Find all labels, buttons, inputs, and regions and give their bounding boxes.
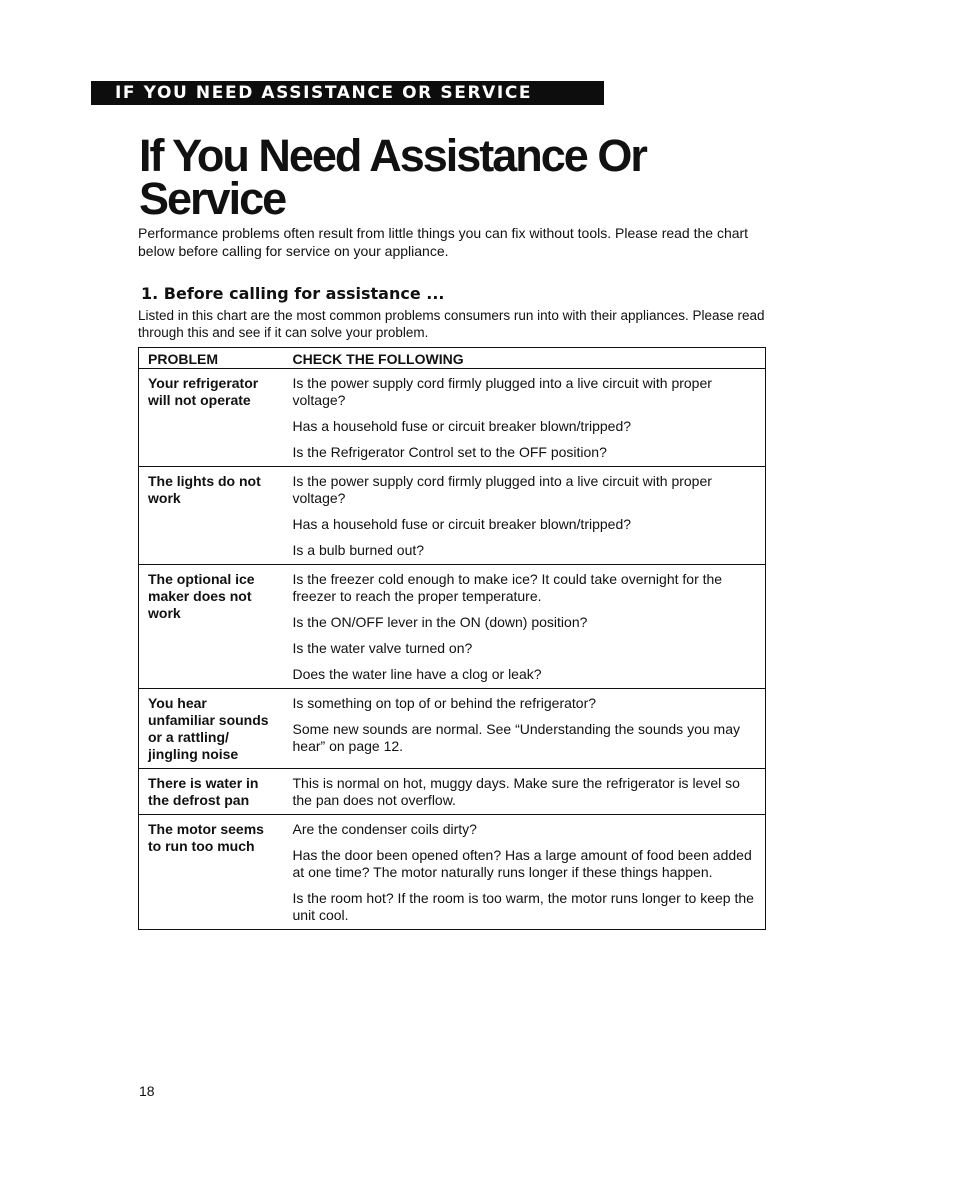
check-cell — [284, 565, 766, 689]
page-title — [139, 130, 839, 224]
check-cell — [284, 815, 766, 930]
page-title-line-1: If You Need Assistance Or — [139, 130, 646, 181]
check-item: Has the door been opened often? Has a large amount of food been added at one time? The motor naturally runs longer if these things happen. — [292, 847, 752, 880]
table-row — [139, 769, 766, 815]
problem-column-header: PROBLEM — [139, 348, 284, 369]
problem-cell: The optional ice maker does not work — [139, 565, 284, 689]
check-cell — [284, 369, 766, 467]
page-number: 18 — [139, 1083, 155, 1099]
table-row — [139, 689, 766, 769]
table-body — [139, 369, 766, 930]
page-title-line-2: Service — [139, 173, 286, 224]
check-item: Is the water valve turned on? — [292, 640, 473, 656]
problem-cell: The motor seems to run too much — [148, 821, 264, 854]
check-item: Has a household fuse or circuit breaker blown/tripped? — [292, 418, 632, 434]
check-item: Is the freezer cold enough to make ice? It could take overnight for the freezer to reach the proper temperature. — [292, 571, 723, 604]
check-list — [293, 775, 760, 809]
check-item: Is the power supply cord firmly plugged into a live circuit with proper voltage? — [292, 375, 712, 408]
check-list — [293, 473, 760, 559]
check-cell — [284, 769, 766, 815]
section-intro-paragraph: Listed in this chart are the most common problems consumers run into with their appliances. Please read through this and see if it can solve your problem. — [138, 308, 765, 340]
problem-cell: There is water in the defrost pan — [139, 769, 284, 815]
check-cell — [284, 689, 766, 769]
check-item: Is the room hot? If the room is too warm, the motor runs longer to keep the unit cool. — [292, 890, 754, 923]
check-column-header: CHECK THE FOLLOWING — [284, 348, 766, 369]
problem-cell: The lights do not work — [139, 467, 284, 565]
check-item: Is something on top of or behind the refrigerator? — [292, 695, 597, 711]
check-cell — [284, 467, 766, 565]
problem-cell: You hear unfamiliar sounds or a rattling/ jingling noise — [139, 689, 284, 769]
check-item: Is the Refrigerator Control set to the OFF position? — [292, 444, 607, 460]
table-row — [139, 565, 766, 689]
check-item: Some new sounds are normal. See “Understanding the sounds you may hear” on page 12. — [292, 721, 740, 754]
problem-cell: Your refrigerator will not operate — [139, 369, 284, 467]
check-item: Is the ON/OFF lever in the ON (down) position? — [292, 614, 588, 630]
check-list — [293, 375, 760, 461]
table-row — [139, 815, 766, 930]
troubleshooting-table — [138, 347, 766, 930]
check-item: Does the water line have a clog or leak? — [292, 666, 542, 682]
intro-paragraph: Performance problems often result from little things you can fix without tools. Please read the chart below before calling for service on your appliance. — [138, 225, 749, 259]
check-list — [293, 571, 760, 683]
check-list — [293, 821, 760, 924]
check-item: Has a household fuse or circuit breaker blown/tripped? — [292, 516, 632, 532]
table-header-row — [139, 348, 766, 369]
check-item: Is a bulb burned out? — [292, 542, 425, 558]
check-list — [293, 695, 760, 755]
table-row — [139, 369, 766, 467]
check-item: This is normal on hot, muggy days. Make sure the refrigerator is level so the pan does not overflow. — [292, 775, 740, 808]
table-row — [139, 467, 766, 565]
check-item: Are the condenser coils dirty? — [292, 821, 477, 837]
section-banner: IF YOU NEED ASSISTANCE OR SERVICE — [91, 81, 604, 105]
section-heading: 1. Before calling for assistance ... — [141, 284, 445, 303]
check-item: Is the power supply cord firmly plugged into a live circuit with proper voltage? — [292, 473, 712, 506]
